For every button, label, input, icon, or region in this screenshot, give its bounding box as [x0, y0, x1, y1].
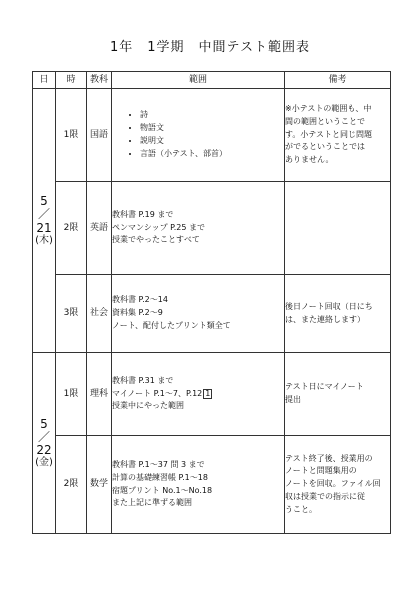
- note-line: す。小テストと同じ問題: [285, 129, 373, 139]
- note-line: 間の範囲ということで: [285, 116, 365, 126]
- notes-cell: [285, 436, 391, 534]
- range-line: 教科書 P.31 まで: [112, 375, 174, 385]
- note-line: うこと。: [285, 504, 317, 514]
- notes-cell: [285, 89, 391, 182]
- range-cell: [112, 275, 285, 353]
- range-line: ノート、配付したプリント類全て: [112, 320, 231, 330]
- notes-cell: [285, 182, 391, 275]
- day-date: 21: [36, 220, 52, 235]
- note-line: テスト終了後、授業用の: [285, 453, 373, 463]
- subject-cell: 英語: [87, 182, 112, 275]
- header-period: 時: [56, 72, 87, 89]
- note-line: 収は授業での指示に従: [285, 491, 365, 501]
- day-date: 22: [36, 443, 52, 458]
- list-item: • 言語（小テスト、部首）: [140, 148, 284, 161]
- range-line: 計算の基礎練習帳 P.1～18: [112, 472, 208, 482]
- day-slash: ／: [37, 429, 50, 444]
- table-row: [33, 89, 391, 182]
- range-line: 資料集 P.2～9: [112, 308, 163, 318]
- day-cell-1: [33, 89, 56, 353]
- note-line: 後日ノート回収（日にち: [285, 301, 373, 311]
- header-day: 日: [33, 72, 56, 89]
- range-line: 教科書 P.2～14: [112, 295, 168, 305]
- subject-cell: 国語: [87, 89, 112, 182]
- range-line: ペンマンシップ P.25 まで: [112, 222, 206, 232]
- subject-cell: 理科: [87, 353, 112, 436]
- range-line: 教科書 P.19 まで: [112, 209, 174, 219]
- subject-cell: 数学: [87, 436, 112, 534]
- exam-range-table: [32, 71, 391, 534]
- day-weekday: (金): [35, 457, 53, 469]
- period-cell: 2限: [56, 436, 87, 534]
- period-cell: 1限: [56, 353, 87, 436]
- table-header-row: [33, 72, 391, 89]
- period-cell: 3限: [56, 275, 87, 353]
- day-cell-2: [33, 353, 56, 534]
- day-weekday: (木): [35, 234, 53, 246]
- range-cell: [112, 182, 285, 275]
- note-line: がでるということでは: [285, 142, 365, 152]
- note-line: は、また連絡します）: [285, 314, 365, 324]
- notes-cell: [285, 353, 391, 436]
- note-line: ノートと問題集用の: [285, 466, 357, 476]
- table-row: [33, 353, 391, 436]
- header-notes: 備考: [285, 72, 391, 89]
- range-cell: [112, 436, 285, 534]
- range-line-with-box: [112, 388, 284, 401]
- header-range: 範囲: [112, 72, 285, 89]
- range-line-text: マイノート P.1～7、P.12: [112, 388, 203, 398]
- table-row: [33, 182, 391, 275]
- note-line: テスト日にマイノート: [285, 382, 364, 392]
- note-line: 提出: [285, 395, 301, 404]
- table-row: [33, 436, 391, 534]
- period-cell: 1限: [56, 89, 87, 182]
- note-line: ※小テストの範囲も、中: [285, 104, 372, 113]
- list-item: • 詩: [140, 109, 284, 122]
- page-title: 1年 1学期 中間テスト範囲表: [109, 40, 311, 55]
- range-line: 宿題プリント No.1～No.18: [112, 485, 213, 495]
- range-line: 授業でやったことすべて: [112, 235, 200, 245]
- day-month: 5: [40, 194, 48, 209]
- list-item: • 説明文: [140, 135, 284, 148]
- table-row: [33, 275, 391, 353]
- note-line: ノートを回収。ファイル回: [285, 479, 381, 489]
- note-line: ありません。: [285, 155, 334, 165]
- header-subject: 教科: [87, 72, 112, 89]
- range-cell: [112, 353, 285, 436]
- subject-cell: 社会: [87, 275, 112, 353]
- list-item: • 物語文: [140, 122, 284, 135]
- range-cell: [112, 89, 285, 182]
- day-month: 5: [40, 416, 48, 431]
- range-line: また上記に準ずる範囲: [112, 498, 192, 508]
- range-line: 授業中にやった範囲: [112, 401, 184, 411]
- range-list: [124, 109, 284, 160]
- boxed-number: 1: [205, 388, 211, 398]
- period-cell: 2限: [56, 182, 87, 275]
- day-slash: ／: [37, 207, 50, 222]
- notes-cell: [285, 275, 391, 353]
- range-line: 教科書 P.1～37 問 3 まで: [112, 459, 205, 469]
